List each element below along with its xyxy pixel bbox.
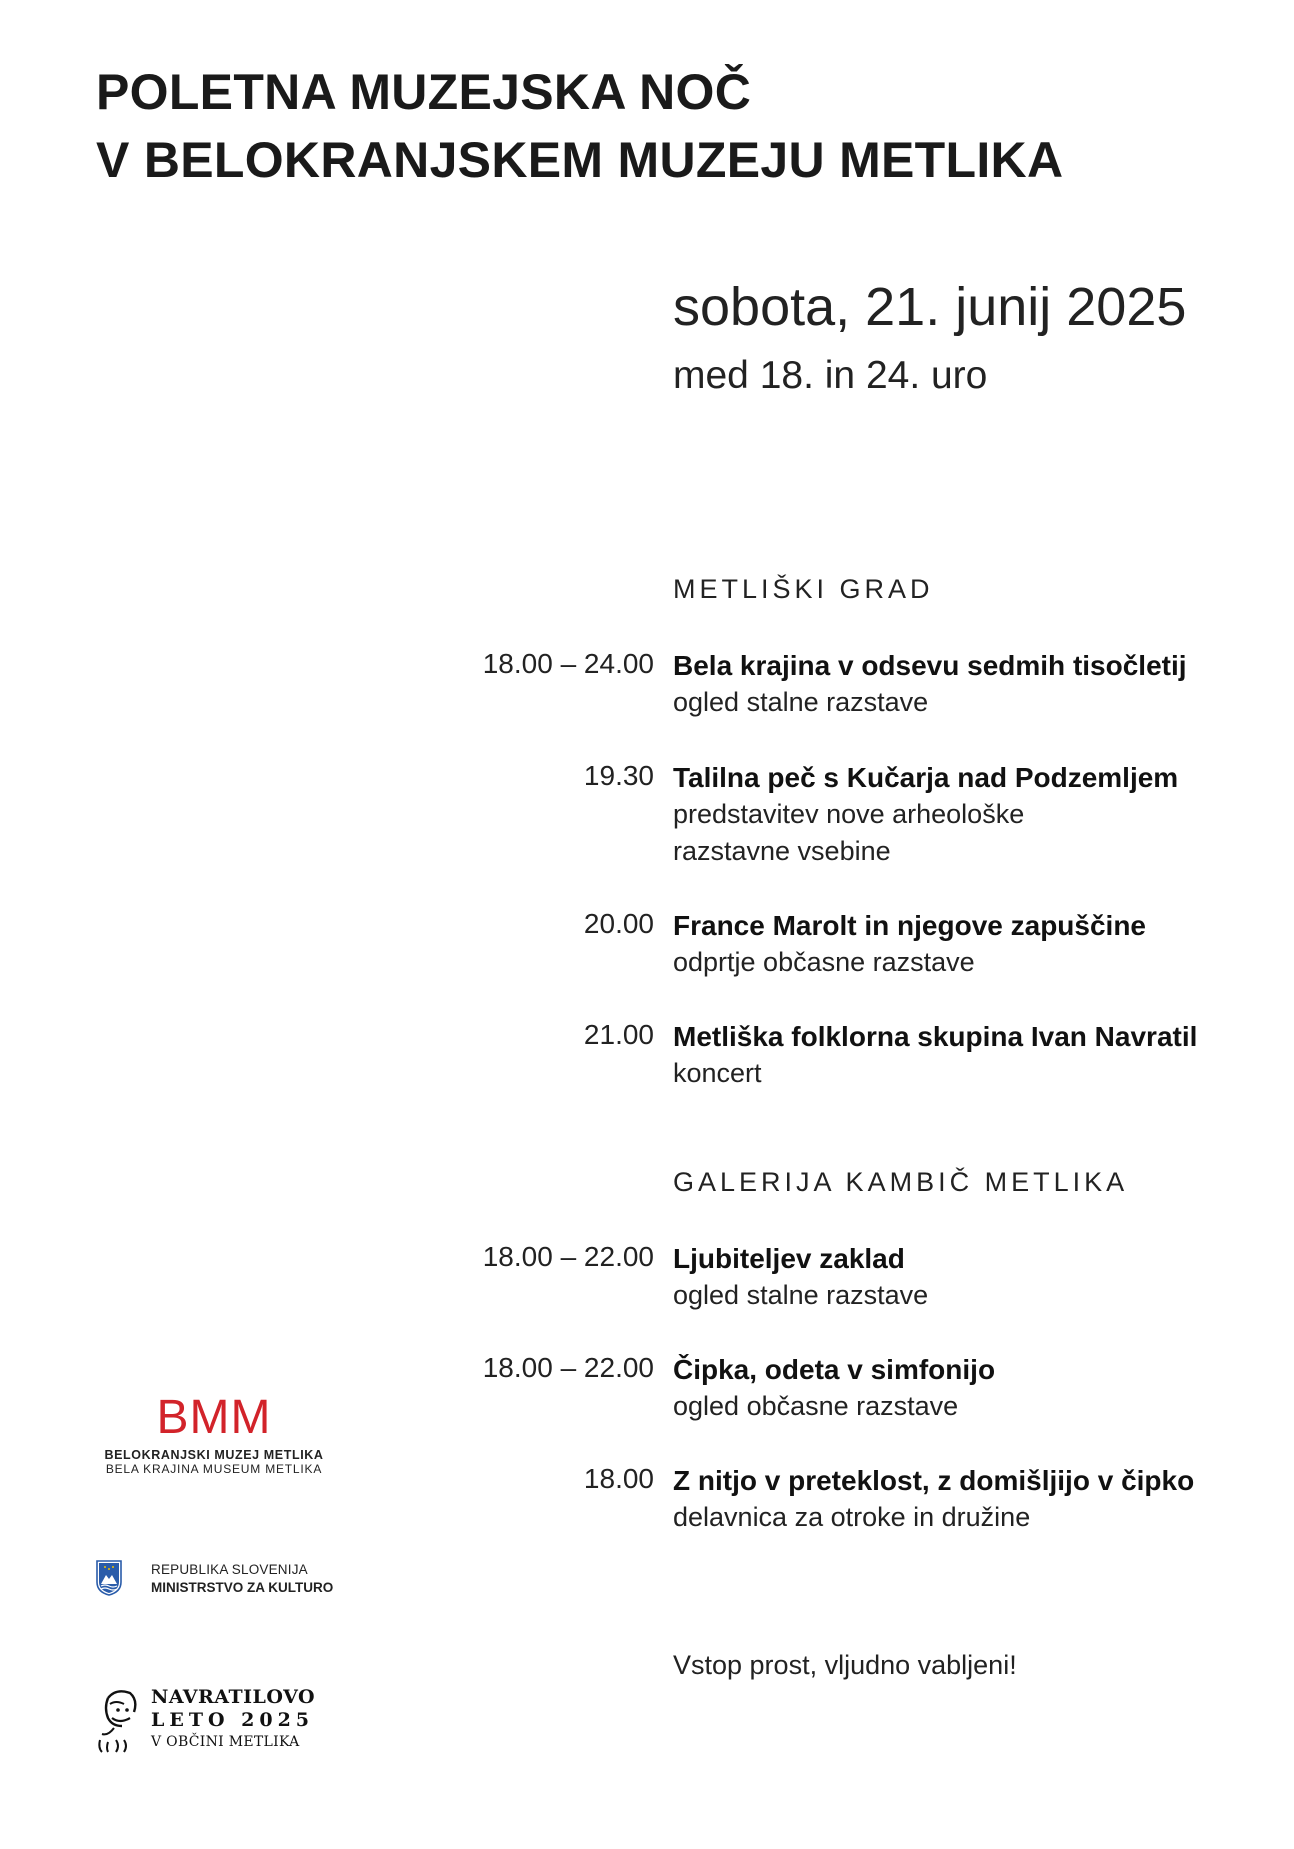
navratil-year-line-3: V OBČINI METLIKA bbox=[151, 1734, 300, 1750]
program-item-title: Bela krajina v odsevu sedmih tisočletij bbox=[673, 650, 1187, 681]
title-line-2: V BELOKRANJSKEM MUZEJU METLIKA bbox=[96, 132, 1064, 188]
poster-title bbox=[96, 58, 1063, 194]
venue-heading-galerija-kambic: GALERIJA KAMBIČ METLIKA bbox=[673, 1167, 1129, 1197]
program-item-description: ogled občasne razstave bbox=[673, 1391, 959, 1421]
ministry-of-culture-logo bbox=[96, 1558, 356, 1598]
slovenia-coat-of-arms-icon bbox=[96, 1560, 122, 1596]
navratil-year-line-2: LETO 2025 bbox=[151, 1709, 315, 1731]
program-item-description: koncert bbox=[673, 1058, 762, 1088]
bmm-logo-name: BELOKRANJSKI MUZEJ METLIKA bbox=[104, 1448, 324, 1462]
program-item-time: 20.00 bbox=[583, 908, 654, 939]
program-item-details bbox=[673, 1463, 1273, 1536]
program-item-details bbox=[673, 760, 1273, 870]
ministry-line-1: REPUBLIKA SLOVENIJA bbox=[151, 1562, 308, 1577]
bmm-logo-name-en: BELA KRAJINA MUSEUM METLIKA bbox=[105, 1462, 323, 1476]
navratil-year-line-1: NAVRATILOVO bbox=[151, 1686, 316, 1708]
program-item-description: ogled stalne razstave bbox=[673, 687, 929, 717]
program-item-details bbox=[673, 1241, 1273, 1314]
program-item-title: Metliška folklorna skupina Ivan Navratil bbox=[673, 1021, 1198, 1052]
program-item-details bbox=[673, 648, 1273, 721]
program-item-description: odprtje občasne razstave bbox=[673, 947, 975, 977]
bmm-logo-mark: BMM bbox=[156, 1391, 272, 1444]
navratil-year-logo bbox=[94, 1682, 354, 1758]
closing-invitation: Vstop prost, vljudno vabljeni! bbox=[673, 1650, 1017, 1680]
program-item-title: Čipka, odeta v simfonijo bbox=[673, 1354, 996, 1385]
ministry-line-2: MINISTRSTVO ZA KULTURO bbox=[151, 1580, 334, 1595]
event-date: sobota, 21. junij 2025 bbox=[673, 277, 1187, 337]
program-item-time: 18.00 – 24.00 bbox=[482, 648, 654, 679]
program-item-details bbox=[673, 908, 1273, 981]
title-line-1: POLETNA MUZEJSKA NOČ bbox=[96, 64, 752, 120]
program-item-time: 21.00 bbox=[583, 1019, 654, 1050]
program-item-description: razstavne vsebine bbox=[673, 836, 891, 866]
program-item-title: Z nitjo v preteklost, z domišljijo v čipko bbox=[673, 1465, 1195, 1496]
bmm-logo bbox=[94, 1392, 334, 1476]
program-item-time: 18.00 bbox=[583, 1463, 654, 1494]
program-item-title: Ljubiteljev zaklad bbox=[673, 1243, 905, 1274]
event-hours: med 18. in 24. uro bbox=[673, 354, 988, 397]
ivan-navratil-portrait-icon bbox=[94, 1684, 144, 1754]
program-item-details bbox=[673, 1019, 1273, 1092]
program-item-description: delavnica za otroke in družine bbox=[673, 1502, 1031, 1532]
program-item-time: 19.30 bbox=[583, 760, 654, 791]
program-item-title: France Marolt in njegove zapuščine bbox=[673, 910, 1147, 941]
program-item-time: 18.00 – 22.00 bbox=[482, 1241, 654, 1272]
program-item-description: predstavitev nove arheološke bbox=[673, 799, 1025, 829]
program-item-time: 18.00 – 22.00 bbox=[482, 1352, 654, 1383]
venue-heading-metliski-grad: METLIŠKI GRAD bbox=[673, 574, 934, 604]
program-item-details bbox=[673, 1352, 1273, 1425]
program-item-title: Talilna peč s Kučarja nad Podzemljem bbox=[673, 762, 1179, 793]
program-item-description: ogled stalne razstave bbox=[673, 1280, 929, 1310]
